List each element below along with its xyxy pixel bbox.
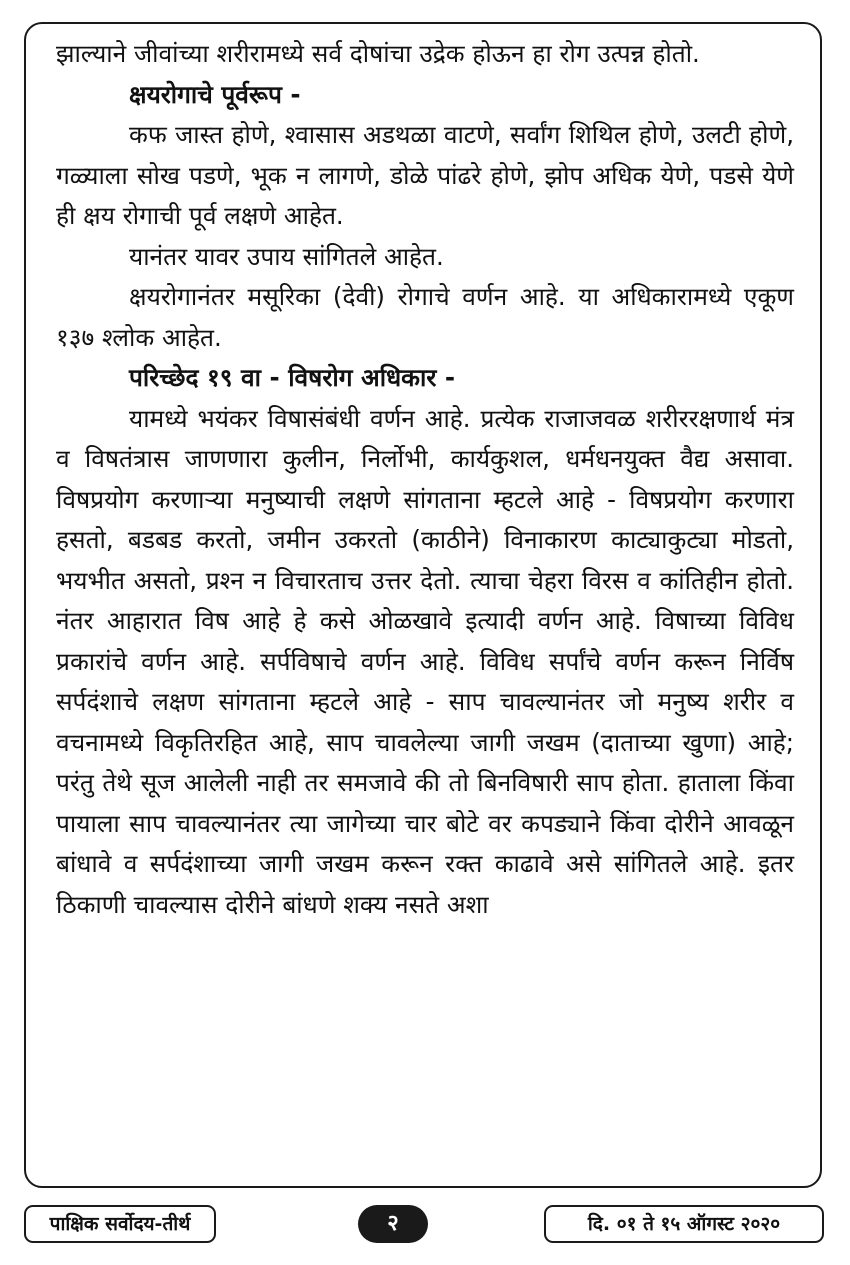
footer-page-number: २ [358,1205,428,1243]
paragraph-continuation: झाल्याने जीवांच्या शरीरामध्ये सर्व दोषांचा उद्रेक होऊन हा रोग उत्पन्न होतो. [56,39,700,68]
section-heading-kshayrog: क्षयरोगाचे पूर्वरूप - [129,79,301,109]
paragraph-vishrog: यामध्ये भयंकर विषासंबंधी वर्णन आहे. प्रत्येक राजाजवळ शरीररक्षणार्थ मंत्र व विषतंत्रास जाणणारा कुलीन, निर्लोभी, कार्यकुशल, धर्मधनयुक्त वैद्य असावा. विषप्रयोग करणाऱ्या मनुष्याची लक्षणे सांगताना म्हटले आहे - विषप्रयोग करणारा हसतो, बडबड करतो, जमीन उकरतो (काठीने) विनाकारण काट्याकुट्या मोडतो, भयभीत असतो, प्रश्‍न न विचारताच उत्तर देतो. त्याचा चेहरा विरस व कांतिहीन होतो. नंतर आहारात विष आहे हे कसे ओळखावे इत्यादी वर्णन आहे. विषाच्या विविध प्रकारांचे वर्णन आहे. सर्पविषाचे वर्णन आहे. विविध सर्पांचे वर्णन करून निर्विष सर्पदंशाचे लक्षण सांगताना म्हटले आहे - साप चावल्यानंतर जो मनुष्य शरीर व वचनामध्ये विकृतिरहित आहे, साप चावलेल्या जागी जखम (दाताच्या खुणा) आहे; परंतु तेथे सूज आलेली नाही तर समजावे की तो बिनविषारी साप होता. हाताला किंवा पायाला साप चावल्यानंतर त्या जागेच्या चार बोटे वर कपड्याने किंवा दोरीने आवळून बांधावे व सर्पदंशाच्या जागी जखम करून रक्त काढावे असे सांगितले आहे. इतर ठिकाणी चावल्यास दोरीने बांधणे शक्य नसते अशा [56,403,794,919]
section-heading-vishrog: परिच्छेद १९ वा - विषरोग अधिकार - [129,363,456,392]
paragraph-remedies: यानंतर यावर उपाय सांगितले आहेत. [129,241,444,271]
paragraph-symptoms: कफ जास्त होणे, श्‍वासास अडथळा वाटणे, सर्वांग शिथिल होणे, उलटी होणे, गळ्याला सोख पडणे, भूक न लागणे, डोळे पांढरे होणे, झोप अधिक येणे, पडसे येणे ही क्षय रोगाची पूर्व लक्षणे आहेत. [56,120,794,230]
paragraph-masurika: क्षयरोगानंतर मसूरिका (देवी) रोगाचे वर्णन आहे. या अधिकारामध्ये एकूण १३७ श्‍लोक आहेत. [56,282,794,352]
page-body [56,34,794,925]
footer-issue-date: दि. ०१ ते १५ ऑगस्ट २०२० [544,1205,824,1243]
footer-publication-name: पाक्षिक सर्वोदय-तीर्थ [24,1205,216,1243]
